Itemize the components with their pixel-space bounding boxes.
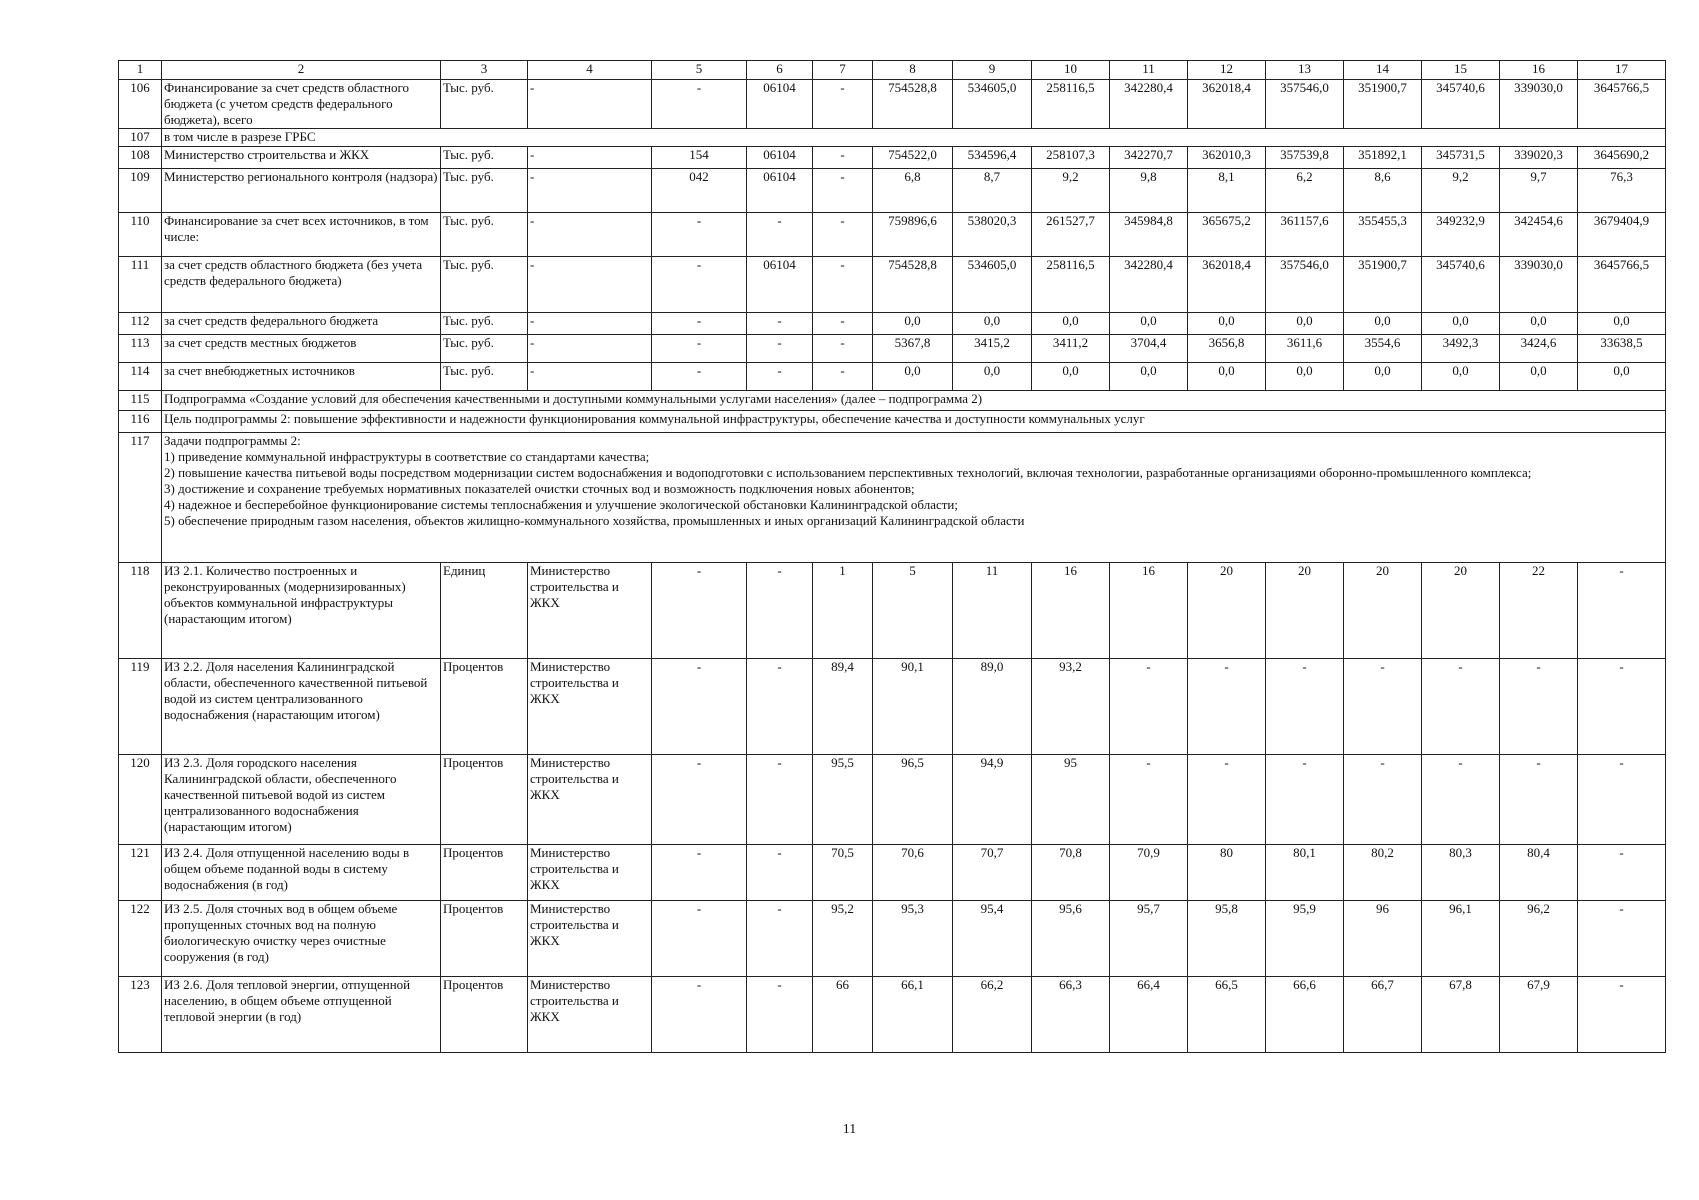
- responsible-cell: Министерство строительства и ЖКХ: [528, 845, 652, 901]
- table-row: [119, 901, 1666, 977]
- value-cell: 3424,6: [1500, 335, 1578, 363]
- value-cell: 20: [1344, 563, 1422, 659]
- value-cell: 95,4: [953, 901, 1032, 977]
- value-cell: 258116,5: [1032, 257, 1110, 313]
- column-number: 2: [162, 61, 441, 80]
- unit-cell: Тыс. руб.: [441, 80, 528, 129]
- value-cell: 67,8: [1422, 977, 1500, 1053]
- indicator-name: за счет внебюджетных источников: [162, 363, 441, 391]
- row-number: 122: [119, 901, 162, 977]
- value-cell: 06104: [747, 169, 813, 213]
- responsible-cell: -: [528, 169, 652, 213]
- unit-cell: Тыс. руб.: [441, 313, 528, 335]
- section-text: Задачи подпрограммы 2: 1) приведение коммунальной инфраструктуры в соответствие со стандартами качества; 2) повышение качества питьевой воды посредством модернизации систем водоснабжения и водоподготовки с использованием перспективных технологий, включая технологии, разработанные организациями оборонно-промышленного комплекса; 3) достижение и сохранение требуемых нормативных показателей очистки сточных вод и возможность подключения новых абонентов; 4) надежное и бесперебойное функционирование системы теплоснабжения и улучшение экологической обстановки Калининградской области; 5) обеспечение природным газом населения, объектов жилищно-коммунального хозяйства, промышленных и иных организаций Калининградской области: [162, 433, 1666, 563]
- value-cell: 534605,0: [953, 80, 1032, 129]
- value-cell: 66: [813, 977, 873, 1053]
- indicator-name: ИЗ 2.2. Доля населения Калининградской области, обеспеченного качественной питьевой водой из систем централизованного водоснабжения (нарастающим итогом): [162, 659, 441, 755]
- value-cell: 66,3: [1032, 977, 1110, 1053]
- value-cell: 534605,0: [953, 257, 1032, 313]
- value-cell: 0,0: [873, 363, 953, 391]
- value-cell: 66,6: [1266, 977, 1344, 1053]
- indicator-name: ИЗ 2.5. Доля сточных вод в общем объеме пропущенных сточных вод на полную биологическую очистку через очистные сооружения (в год): [162, 901, 441, 977]
- responsible-cell: -: [528, 257, 652, 313]
- unit-cell: Тыс. руб.: [441, 147, 528, 169]
- indicator-name: ИЗ 2.6. Доля тепловой энергии, отпущенной населению, в общем объеме отпущенной тепловой энергии (в год): [162, 977, 441, 1053]
- value-cell: 80,3: [1422, 845, 1500, 901]
- value-cell: -: [1500, 755, 1578, 845]
- value-cell: -: [813, 335, 873, 363]
- value-cell: -: [652, 845, 747, 901]
- value-cell: -: [1266, 659, 1344, 755]
- value-cell: 95: [1032, 755, 1110, 845]
- column-number: 7: [813, 61, 873, 80]
- value-cell: 261527,7: [1032, 213, 1110, 257]
- value-cell: -: [747, 213, 813, 257]
- indicator-name: за счет средств областного бюджета (без учета средств федерального бюджета): [162, 257, 441, 313]
- value-cell: 362018,4: [1188, 80, 1266, 129]
- row-number: 121: [119, 845, 162, 901]
- value-cell: 361157,6: [1266, 213, 1344, 257]
- value-cell: -: [652, 213, 747, 257]
- value-cell: -: [747, 755, 813, 845]
- column-number: 14: [1344, 61, 1422, 80]
- value-cell: -: [1578, 659, 1666, 755]
- value-cell: 0,0: [1422, 363, 1500, 391]
- unit-cell: Процентов: [441, 901, 528, 977]
- value-cell: -: [652, 363, 747, 391]
- value-cell: 538020,3: [953, 213, 1032, 257]
- table-row: [119, 977, 1666, 1053]
- value-cell: -: [1110, 659, 1188, 755]
- value-cell: 0,0: [953, 313, 1032, 335]
- value-cell: 0,0: [873, 313, 953, 335]
- unit-cell: Процентов: [441, 659, 528, 755]
- row-number: 119: [119, 659, 162, 755]
- value-cell: 80,1: [1266, 845, 1344, 901]
- value-cell: 06104: [747, 257, 813, 313]
- section-text: Цель подпрограммы 2: повышение эффективности и надежности функционирования коммунальной инфраструктуры, обеспечение качества и доступности коммунальных услуг: [162, 411, 1666, 433]
- indicator-name: ИЗ 2.3. Доля городского населения Калининградской области, обеспеченного качественной питьевой водой из систем централизованного водоснабжения (нарастающим итогом): [162, 755, 441, 845]
- column-number: 3: [441, 61, 528, 80]
- value-cell: 357546,0: [1266, 257, 1344, 313]
- value-cell: -: [1188, 755, 1266, 845]
- value-cell: -: [813, 213, 873, 257]
- unit-cell: Тыс. руб.: [441, 363, 528, 391]
- unit-cell: Процентов: [441, 977, 528, 1053]
- unit-cell: Тыс. руб.: [441, 335, 528, 363]
- row-number: 116: [119, 411, 162, 433]
- row-number: 106: [119, 80, 162, 129]
- unit-cell: Тыс. руб.: [441, 257, 528, 313]
- value-cell: 754522,0: [873, 147, 953, 169]
- table-row: [119, 391, 1666, 411]
- unit-cell: Тыс. руб.: [441, 213, 528, 257]
- row-number: 117: [119, 433, 162, 563]
- value-cell: 5367,8: [873, 335, 953, 363]
- value-cell: -: [813, 80, 873, 129]
- value-cell: 154: [652, 147, 747, 169]
- column-number: 15: [1422, 61, 1500, 80]
- table-row: [119, 129, 1666, 147]
- value-cell: 0,0: [1500, 363, 1578, 391]
- indicator-name: Министерство регионального контроля (надзора): [162, 169, 441, 213]
- value-cell: -: [1578, 755, 1666, 845]
- row-number: 115: [119, 391, 162, 411]
- value-cell: 9,2: [1032, 169, 1110, 213]
- column-number: 16: [1500, 61, 1578, 80]
- value-cell: -: [652, 257, 747, 313]
- value-cell: 70,7: [953, 845, 1032, 901]
- value-cell: 6,8: [873, 169, 953, 213]
- value-cell: -: [1266, 755, 1344, 845]
- value-cell: 351900,7: [1344, 257, 1422, 313]
- column-number: 8: [873, 61, 953, 80]
- value-cell: 3704,4: [1110, 335, 1188, 363]
- value-cell: 339030,0: [1500, 80, 1578, 129]
- table-row: [119, 755, 1666, 845]
- value-cell: 95,9: [1266, 901, 1344, 977]
- value-cell: -: [813, 313, 873, 335]
- column-number: 9: [953, 61, 1032, 80]
- value-cell: 3645766,5: [1578, 257, 1666, 313]
- responsible-cell: Министерство строительства и ЖКХ: [528, 977, 652, 1053]
- responsible-cell: -: [528, 313, 652, 335]
- value-cell: -: [747, 313, 813, 335]
- column-number: 1: [119, 61, 162, 80]
- column-number: 4: [528, 61, 652, 80]
- value-cell: -: [1344, 659, 1422, 755]
- value-cell: -: [1422, 755, 1500, 845]
- value-cell: 3645766,5: [1578, 80, 1666, 129]
- column-number: 5: [652, 61, 747, 80]
- value-cell: -: [1578, 563, 1666, 659]
- table-row: [119, 363, 1666, 391]
- value-cell: 70,6: [873, 845, 953, 901]
- column-number: 11: [1110, 61, 1188, 80]
- value-cell: 0,0: [1266, 313, 1344, 335]
- value-cell: 342454,6: [1500, 213, 1578, 257]
- value-cell: 342280,4: [1110, 80, 1188, 129]
- value-cell: 96,1: [1422, 901, 1500, 977]
- value-cell: 96: [1344, 901, 1422, 977]
- value-cell: 1: [813, 563, 873, 659]
- value-cell: 355455,3: [1344, 213, 1422, 257]
- value-cell: -: [652, 659, 747, 755]
- table-row: [119, 563, 1666, 659]
- value-cell: 3415,2: [953, 335, 1032, 363]
- value-cell: 339020,3: [1500, 147, 1578, 169]
- value-cell: 0,0: [1500, 313, 1578, 335]
- value-cell: 95,8: [1188, 901, 1266, 977]
- responsible-cell: -: [528, 80, 652, 129]
- row-number: 113: [119, 335, 162, 363]
- row-number: 118: [119, 563, 162, 659]
- value-cell: 0,0: [953, 363, 1032, 391]
- value-cell: 06104: [747, 80, 813, 129]
- page-number: 11: [842, 1122, 857, 1137]
- value-cell: 0,0: [1188, 313, 1266, 335]
- value-cell: 11: [953, 563, 1032, 659]
- value-cell: 76,3: [1578, 169, 1666, 213]
- value-cell: 8,1: [1188, 169, 1266, 213]
- value-cell: 362010,3: [1188, 147, 1266, 169]
- value-cell: 3645690,2: [1578, 147, 1666, 169]
- value-cell: 89,0: [953, 659, 1032, 755]
- value-cell: 20: [1266, 563, 1344, 659]
- table-row: [119, 213, 1666, 257]
- value-cell: -: [652, 563, 747, 659]
- value-cell: 9,2: [1422, 169, 1500, 213]
- value-cell: 96,2: [1500, 901, 1578, 977]
- value-cell: -: [813, 147, 873, 169]
- value-cell: -: [813, 257, 873, 313]
- value-cell: 0,0: [1266, 363, 1344, 391]
- value-cell: 0,0: [1344, 313, 1422, 335]
- value-cell: -: [652, 901, 747, 977]
- value-cell: 96,5: [873, 755, 953, 845]
- value-cell: 95,7: [1110, 901, 1188, 977]
- table-row: [119, 659, 1666, 755]
- responsible-cell: Министерство строительства и ЖКХ: [528, 755, 652, 845]
- value-cell: -: [652, 335, 747, 363]
- value-cell: -: [1344, 755, 1422, 845]
- value-cell: 345740,6: [1422, 257, 1500, 313]
- value-cell: 754528,8: [873, 80, 953, 129]
- value-cell: 362018,4: [1188, 257, 1266, 313]
- table-row: [119, 845, 1666, 901]
- value-cell: 5: [873, 563, 953, 659]
- value-cell: -: [1500, 659, 1578, 755]
- section-text: в том числе в разрезе ГРБС: [162, 129, 1666, 147]
- responsible-cell: -: [528, 147, 652, 169]
- value-cell: -: [652, 80, 747, 129]
- value-cell: 66,7: [1344, 977, 1422, 1053]
- table-row: [119, 169, 1666, 213]
- value-cell: 16: [1110, 563, 1188, 659]
- value-cell: -: [747, 901, 813, 977]
- value-cell: -: [747, 335, 813, 363]
- value-cell: -: [652, 755, 747, 845]
- value-cell: 754528,8: [873, 257, 953, 313]
- value-cell: 258116,5: [1032, 80, 1110, 129]
- row-number: 108: [119, 147, 162, 169]
- value-cell: 70,5: [813, 845, 873, 901]
- row-number: 109: [119, 169, 162, 213]
- value-cell: 342280,4: [1110, 257, 1188, 313]
- value-cell: 33638,5: [1578, 335, 1666, 363]
- value-cell: -: [747, 363, 813, 391]
- value-cell: 80,4: [1500, 845, 1578, 901]
- unit-cell: Процентов: [441, 755, 528, 845]
- table-row: [119, 433, 1666, 563]
- value-cell: -: [652, 977, 747, 1053]
- value-cell: 345740,6: [1422, 80, 1500, 129]
- value-cell: 80,2: [1344, 845, 1422, 901]
- value-cell: 70,8: [1032, 845, 1110, 901]
- value-cell: 9,7: [1500, 169, 1578, 213]
- value-cell: 351892,1: [1344, 147, 1422, 169]
- value-cell: 95,6: [1032, 901, 1110, 977]
- column-number: 6: [747, 61, 813, 80]
- value-cell: 95,3: [873, 901, 953, 977]
- value-cell: 357546,0: [1266, 80, 1344, 129]
- value-cell: 67,9: [1500, 977, 1578, 1053]
- value-cell: 6,2: [1266, 169, 1344, 213]
- value-cell: 0,0: [1110, 313, 1188, 335]
- value-cell: 345731,5: [1422, 147, 1500, 169]
- responsible-cell: -: [528, 335, 652, 363]
- value-cell: -: [1422, 659, 1500, 755]
- value-cell: 8,6: [1344, 169, 1422, 213]
- value-cell: 16: [1032, 563, 1110, 659]
- responsible-cell: Министерство строительства и ЖКХ: [528, 563, 652, 659]
- value-cell: 66,5: [1188, 977, 1266, 1053]
- column-number-row: [119, 61, 1666, 80]
- value-cell: 0,0: [1032, 363, 1110, 391]
- value-cell: 3656,8: [1188, 335, 1266, 363]
- value-cell: 93,2: [1032, 659, 1110, 755]
- value-cell: -: [652, 313, 747, 335]
- value-cell: 20: [1188, 563, 1266, 659]
- column-number: 17: [1578, 61, 1666, 80]
- value-cell: 66,2: [953, 977, 1032, 1053]
- value-cell: 0,0: [1110, 363, 1188, 391]
- value-cell: 258107,3: [1032, 147, 1110, 169]
- value-cell: 0,0: [1422, 313, 1500, 335]
- table-row: [119, 411, 1666, 433]
- value-cell: 8,7: [953, 169, 1032, 213]
- value-cell: 0,0: [1032, 313, 1110, 335]
- value-cell: -: [1578, 977, 1666, 1053]
- indicator-name: Финансирование за счет средств областного бюджета (с учетом средств федерального бюджета), всего: [162, 80, 441, 129]
- value-cell: 0,0: [1344, 363, 1422, 391]
- value-cell: -: [747, 845, 813, 901]
- value-cell: 06104: [747, 147, 813, 169]
- responsible-cell: Министерство строительства и ЖКХ: [528, 901, 652, 977]
- value-cell: 534596,4: [953, 147, 1032, 169]
- value-cell: 9,8: [1110, 169, 1188, 213]
- value-cell: 90,1: [873, 659, 953, 755]
- value-cell: 351900,7: [1344, 80, 1422, 129]
- value-cell: 3679404,9: [1578, 213, 1666, 257]
- row-number: 110: [119, 213, 162, 257]
- value-cell: -: [1578, 845, 1666, 901]
- column-number: 12: [1188, 61, 1266, 80]
- table-row: [119, 257, 1666, 313]
- value-cell: 042: [652, 169, 747, 213]
- table-row: [119, 80, 1666, 129]
- value-cell: -: [747, 659, 813, 755]
- responsible-cell: -: [528, 363, 652, 391]
- table-row: [119, 313, 1666, 335]
- value-cell: 0,0: [1188, 363, 1266, 391]
- row-number: 112: [119, 313, 162, 335]
- row-number: 120: [119, 755, 162, 845]
- responsible-cell: Министерство строительства и ЖКХ: [528, 659, 652, 755]
- value-cell: 95,2: [813, 901, 873, 977]
- unit-cell: Тыс. руб.: [441, 169, 528, 213]
- value-cell: 0,0: [1578, 363, 1666, 391]
- unit-cell: Процентов: [441, 845, 528, 901]
- table-row: [119, 335, 1666, 363]
- value-cell: 66,1: [873, 977, 953, 1053]
- unit-cell: Единиц: [441, 563, 528, 659]
- value-cell: -: [1188, 659, 1266, 755]
- value-cell: 759896,6: [873, 213, 953, 257]
- value-cell: 89,4: [813, 659, 873, 755]
- value-cell: -: [813, 363, 873, 391]
- value-cell: 357539,8: [1266, 147, 1344, 169]
- value-cell: -: [747, 977, 813, 1053]
- indicator-name: за счет средств местных бюджетов: [162, 335, 441, 363]
- responsible-cell: -: [528, 213, 652, 257]
- value-cell: 3554,6: [1344, 335, 1422, 363]
- value-cell: 66,4: [1110, 977, 1188, 1053]
- table-row: [119, 147, 1666, 169]
- value-cell: 95,5: [813, 755, 873, 845]
- value-cell: -: [1578, 901, 1666, 977]
- value-cell: 345984,8: [1110, 213, 1188, 257]
- value-cell: -: [813, 169, 873, 213]
- indicator-name: ИЗ 2.1. Количество построенных и реконструированных (модернизированных) объектов коммунальной инфраструктуры (нарастающим итогом): [162, 563, 441, 659]
- value-cell: 365675,2: [1188, 213, 1266, 257]
- value-cell: 3492,3: [1422, 335, 1500, 363]
- column-number: 10: [1032, 61, 1110, 80]
- value-cell: 3411,2: [1032, 335, 1110, 363]
- value-cell: 70,9: [1110, 845, 1188, 901]
- value-cell: 339030,0: [1500, 257, 1578, 313]
- value-cell: 342270,7: [1110, 147, 1188, 169]
- value-cell: 94,9: [953, 755, 1032, 845]
- value-cell: 349232,9: [1422, 213, 1500, 257]
- indicator-name: за счет средств федерального бюджета: [162, 313, 441, 335]
- row-number: 123: [119, 977, 162, 1053]
- row-number: 114: [119, 363, 162, 391]
- value-cell: 0,0: [1578, 313, 1666, 335]
- value-cell: 3611,6: [1266, 335, 1344, 363]
- column-number: 13: [1266, 61, 1344, 80]
- indicator-name: Министерство строительства и ЖКХ: [162, 147, 441, 169]
- value-cell: -: [747, 563, 813, 659]
- value-cell: 20: [1422, 563, 1500, 659]
- value-cell: 80: [1188, 845, 1266, 901]
- value-cell: -: [1110, 755, 1188, 845]
- indicator-name: Финансирование за счет всех источников, в том числе:: [162, 213, 441, 257]
- row-number: 111: [119, 257, 162, 313]
- row-number: 107: [119, 129, 162, 147]
- section-text: Подпрограмма «Создание условий для обеспечения качественными и доступными коммунальными услугами населения» (далее – подпрограмма 2): [162, 391, 1666, 411]
- value-cell: 22: [1500, 563, 1578, 659]
- indicators-table: [118, 60, 1666, 1053]
- indicator-name: ИЗ 2.4. Доля отпущенной населению воды в общем объеме поданной воды в систему водоснабжения (в год): [162, 845, 441, 901]
